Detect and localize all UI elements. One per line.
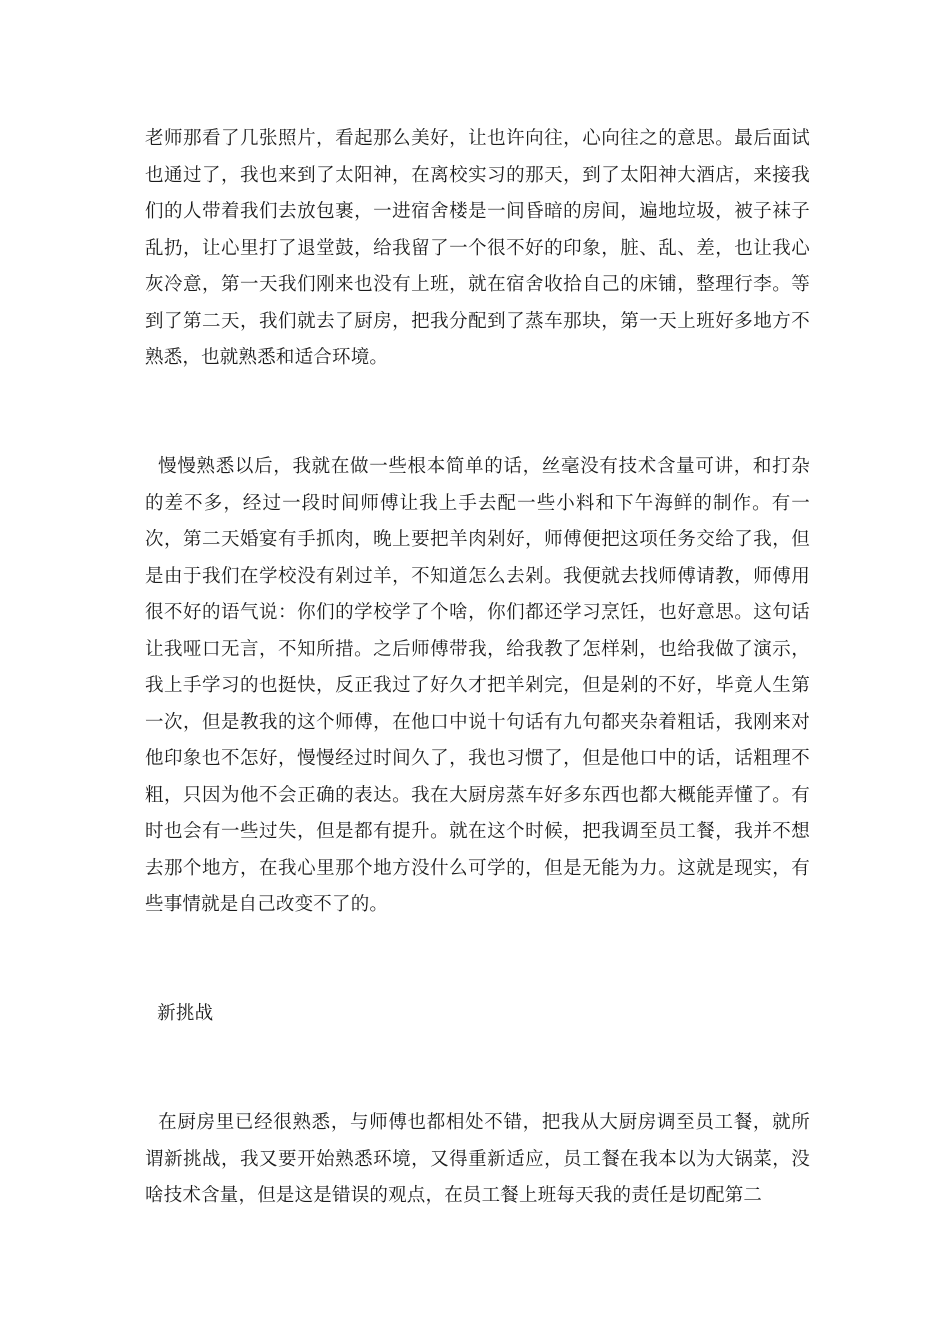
paragraph-internship-arrival: 老师那看了几张照片，看起那么美好，让也许向往，心向往之的意思。最后面试也通过了，我也来到了太阳神，在离校实习的那天，到了太阳神大酒店，来接我们的人带着我们去放包裹，一进宿舍楼是一间昏暗的房间，遍地垃圾，被子袜子乱扔，让心里打了退堂鼓，给我留了一个很不好的印象，脏、乱、差，也让我心灰冷意，第一天我们刚来也没有上班，就在宿舍收拾自己的床铺，整理行李。等到了第二天，我们就去了厨房，把我分配到了蒸车那块，第一天上班好多地方不熟悉，也就熟悉和适合环境。	[145, 128, 810, 368]
paragraph-learning-from-master: 慢慢熟悉以后，我就在做一些根本简单的话，丝毫没有技术含量可讲，和打杂的差不多，经过一段时间师傅让我上手去配一些小料和下午海鲜的制作。有一次，第二天婚宴有手抓肉，晚上要把羊肉剁好，师傅便把这项任务交给了我，但是由于我们在学校没有剁过羊，不知道怎么去剁。我便就去找师傅请教，师傅用很不好的语气说：你们的学校学了个啥，你们都还学习烹饪，也好意思。这句话让我哑口无言，不知所措。之后师傅带我，给我教了怎样剁，也给我做了演示，我上手学习的也挺快，反正我过了好久才把羊剁完，但是剁的不好，毕竟人生第一次，但是教我的这个师傅，在他口中说十句话有九句都夹杂着粗话，我刚来对他印象也不怎好，慢慢经过时间久了，我也习惯了，但是他口中的话，话粗理不粗，只因为他不会正确的表达。我在大厨房蒸车好多东西也都大概能弄懂了。有时也会有一些过失，但是都有提升。就在这个时候，把我调至员工餐，我并不想去那个地方，在我心里那个地方没什么可学的，但是无能为力。这就是现实，有些事情就是自己改变不了的。	[145, 456, 810, 915]
paragraph-staff-canteen: 在厨房里已经很熟悉，与师傅也都相处不错，把我从大厨房调至员工餐，就所谓新挑战，我又要开始熟悉环境，又得重新适应，员工餐在我本以为大锅菜，没啥技术含量，但是这是错误的观点，在员工餐上班每天我的责任是切配第二	[145, 1112, 810, 1206]
section-heading-new-challenge: 新挑战	[145, 1003, 214, 1024]
